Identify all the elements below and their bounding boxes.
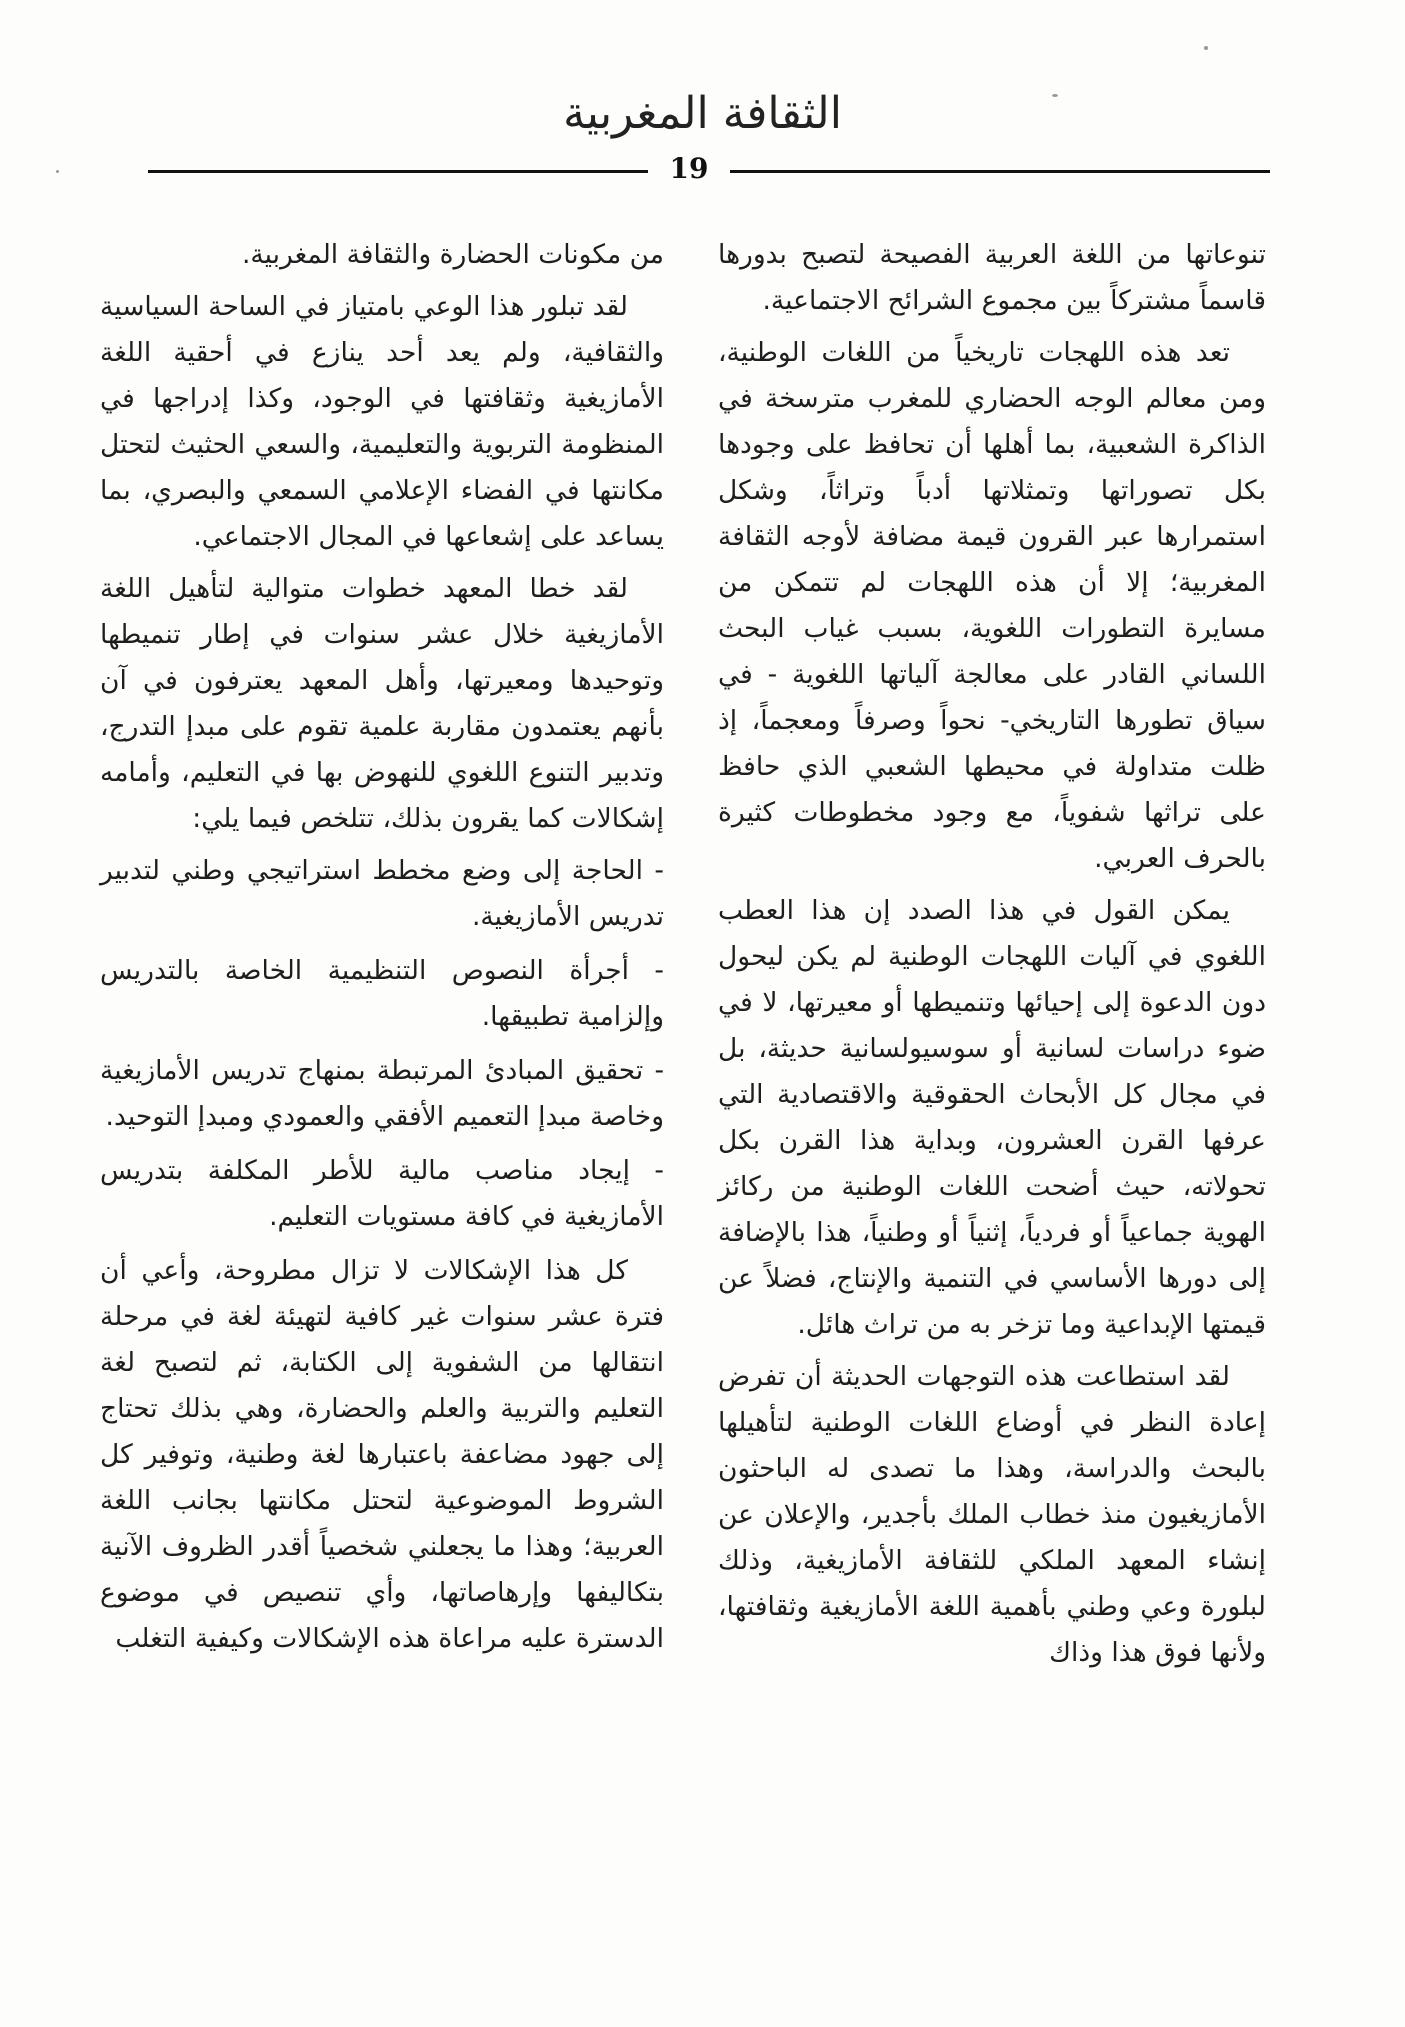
list-item: - الحاجة إلى وضع مخطط استراتيجي وطني لتدبير تدريس الأمازيغية. <box>100 855 664 932</box>
header-rule-right <box>730 170 1270 173</box>
list-item: - تحقيق المبادئ المرتبطة بمنهاج تدريس الأمازيغية وخاصة مبدإ التعميم الأفقي والعمودي ومبدإ التوحيد. <box>100 1055 664 1132</box>
list-item: - إيجاد مناصب مالية للأطر المكلفة بتدريس الأمازيغية في كافة مستويات التعليم. <box>100 1155 664 1232</box>
paragraph: لقد خطا المعهد خطوات متوالية لتأهيل اللغة الأمازيغية خلال عشر سنوات في إطار تنميطها وتوحيدها ومعيرتها، وأهل المعهد يعترفون في آن بأنهم يعتمدون مقاربة علمية تقوم على مبدإ التدرج، وتدبير التنوع اللغوي للنهوض بها في التعليم، وأمامه إشكالات كما يقرون بذلك، تتلخص فيما يلي: <box>100 573 664 834</box>
paragraph: يمكن القول في هذا الصدد إن هذا العطب اللغوي في آليات اللهجات الوطنية لم يكن ليحول دون الدعوة إلى إحيائها وتنميطها أو معيرتها، لا في ضوء دراسات لسانية أو سوسيولسانية حديثة، بل في مجال كل الأبحاث الحقوقية والاقتصادية التي عرفها القرن العشرون، وبداية هذا القرن بكل تحولاته، حيث أضحت اللغات الوطنية من ركائز الهوية جماعياً أو فردياً، إثنياً أو وطنياً، هذا بالإضافة إلى دورها الأساسي في التنمية والإنتاج، فضلاً عن قيمتها الإبداعية وما تزخر به من تراث هائل. <box>718 895 1266 1340</box>
paragraph: لقد تبلور هذا الوعي بامتياز في الساحة السياسية والثقافية، ولم يعد أحد ينازع في أحقية اللغة الأمازيغية وثقافتها في الوجود، وكذا إدراجها في المنظومة التربوية والتعليمية، والسعي الحثيث لتحتل مكانتها في الفضاء الإعلامي السمعي والبصري، بما يساعد على إشعاعها في المجال الاجتماعي. <box>100 291 664 552</box>
header-rule-left <box>148 170 648 173</box>
list-item: - أجرأة النصوص التنظيمية الخاصة بالتدريس وإلزامية تطبيقها. <box>100 955 664 1032</box>
page-number: 19 <box>669 152 709 185</box>
paragraph: تنوعاتها من اللغة العربية الفصيحة لتصبح بدورها قاسماً مشتركاً بين مجموع الشرائح الاجتماعية. <box>718 239 1266 316</box>
publication-title: الثقافة المغربية <box>563 88 842 139</box>
scan-speck <box>56 170 59 173</box>
paragraph: كل هذا الإشكالات لا تزال مطروحة، وأعي أن فترة عشر سنوات غير كافية لتهيئة لغة في مرحلة انتقالها من الشفوية إلى الكتابة، ثم لتصبح لغة التعليم والتربية والعلم والحضارة، وهي بذلك تحتاج إلى جهود مضاعفة باعتبارها لغة وطنية، وتوفير كل الشروط الموضوعية لتحتل مكانتها بجانب اللغة العربية؛ وهذا ما يجعلني شخصياً أقدر الظروف الآنية بتكاليفها وإرهاصاتها، وأي تنصيص في موضوع الدسترة عليه مراعاة هذه الإشكالات وكيفية التغلب <box>100 1255 664 1654</box>
scan-speck <box>1204 46 1208 50</box>
paragraph: تعد هذه اللهجات تاريخياً من اللغات الوطنية، ومن معالم الوجه الحضاري للمغرب مترسخة في الذاكرة الشعبية، بما أهلها أن تحافظ على وجودها بكل تصوراتها وتمثلاتها أدباً وتراثاً، وشكل استمرارها عبر القرون قيمة مضافة لأوجه الثقافة المغربية؛ إلا أن هذه اللهجات لم تتمكن من مسايرة التطورات اللغوية، بسبب غياب البحث اللساني القادر على معالجة آلياتها اللغوية - في سياق تطورها التاريخي- نحواً وصرفاً ومعجماً، إذ ظلت متداولة في محيطها الشعبي الذي حافظ على تراثها شفوياً، مع وجود مخطوطات كثيرة بالحرف العربي. <box>718 337 1266 874</box>
right-column <box>718 232 1266 1682</box>
paragraph: من مكونات الحضارة والثقافة المغربية. <box>241 239 664 270</box>
left-column <box>100 232 664 1668</box>
paragraph: لقد استطاعت هذه التوجهات الحديثة أن تفرض إعادة النظر في أوضاع اللغات الوطنية لتأهيلها بالبحث والدراسة، وهذا ما تصدى له الباحثون الأمازيغيون منذ خطاب الملك بأجدير، والإعلان عن إنشاء المعهد الملكي للثقافة الأمازيغية، وذلك لبلورة وعي وطني بأهمية اللغة الأمازيغية وثقافتها، ولأنها فوق هذا وذاك <box>718 1361 1266 1668</box>
